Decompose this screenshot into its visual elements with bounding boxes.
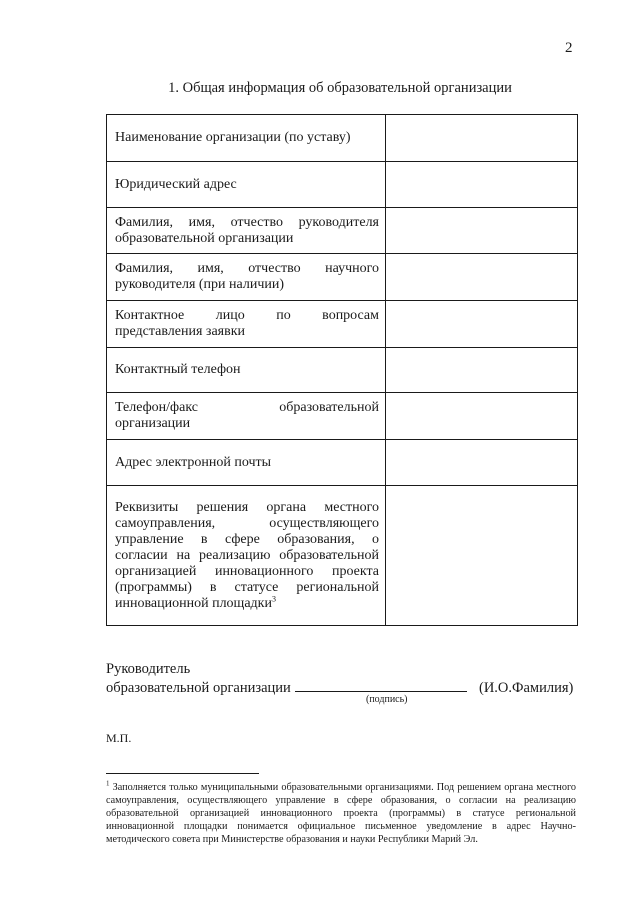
section-title: 1. Общая информация об образовательной организации — [168, 80, 512, 96]
footnote — [106, 781, 576, 846]
row-label-cell — [107, 440, 386, 486]
row-value-cell[interactable] — [386, 301, 578, 348]
row-value-cell[interactable] — [386, 208, 578, 254]
row-value-cell[interactable] — [386, 348, 578, 393]
footnote-reference: 3 — [271, 593, 276, 603]
row-label: Телефон/факс образовательной организации — [115, 400, 379, 431]
table-row — [107, 393, 578, 440]
page-number: 2 — [565, 40, 573, 56]
row-label-cell — [107, 486, 386, 626]
signature-role-line-1: Руководитель — [106, 661, 191, 677]
signature-hint: (подпись) — [366, 694, 408, 705]
table-row — [107, 301, 578, 348]
row-label-cell — [107, 208, 386, 254]
row-label: Юридический адрес — [115, 176, 237, 192]
row-value-cell[interactable] — [386, 486, 578, 626]
table-row — [107, 208, 578, 254]
table-row — [107, 115, 578, 162]
row-value-cell[interactable] — [386, 115, 578, 162]
stamp-label: М.П. — [106, 731, 132, 745]
row-label-text: Реквизиты решения органа местного самоуправления, осуществляющего управление в сфере образования, о согласии на реализацию образовательной организацией инновационного проекта (программы) в статусе региональной инновационной площадки — [115, 499, 379, 611]
table-row — [107, 440, 578, 486]
row-label: Контактный телефон — [115, 362, 241, 377]
row-label-cell — [107, 115, 386, 162]
table-row — [107, 162, 578, 208]
footnote-separator — [106, 773, 259, 774]
organization-info-table — [106, 114, 578, 626]
signature-block — [106, 660, 574, 698]
row-label: Фамилия, имя, отчество руководителя образовательной организации — [115, 214, 379, 246]
row-label: Фамилия, имя, отчество научного руководителя (при наличии) — [115, 261, 379, 292]
table-row — [107, 486, 578, 626]
row-value-cell[interactable] — [386, 440, 578, 486]
row-label-cell — [107, 348, 386, 393]
row-label-cell — [107, 301, 386, 348]
signature-role-text: образовательной организации — [106, 680, 291, 696]
row-value-cell[interactable] — [386, 254, 578, 301]
table-row — [107, 348, 578, 393]
row-value-cell[interactable] — [386, 393, 578, 440]
row-label: Адрес электронной почты — [115, 454, 272, 470]
footnote-text: Заполняется только муниципальными образовательными организациями. Под решением органа местного самоуправления, осуществляющего управление в сфере образования, о согласии на реализацию образовательной организацией инновационного проекта (программы) в статусе региональной инновационной площадки понимается официальное письменное уведомление в адрес Научно-методического совета при Министерстве образования и науки Республики Марий Эл. — [106, 782, 576, 845]
signature-role-line-2 — [106, 679, 471, 698]
row-label — [107, 500, 385, 612]
row-label: Контактное лицо по вопросам представления заявки — [115, 308, 379, 339]
row-label-cell — [107, 393, 386, 440]
row-label: Наименование организации (по уставу) — [115, 130, 351, 145]
row-value-cell[interactable] — [386, 162, 578, 208]
signature-name-placeholder: (И.О.Фамилия) — [479, 680, 574, 696]
footnote-mark: 1 — [106, 779, 110, 788]
row-label-cell — [107, 254, 386, 301]
table-row — [107, 254, 578, 301]
row-label-cell — [107, 162, 386, 208]
signature-line[interactable] — [295, 679, 467, 692]
